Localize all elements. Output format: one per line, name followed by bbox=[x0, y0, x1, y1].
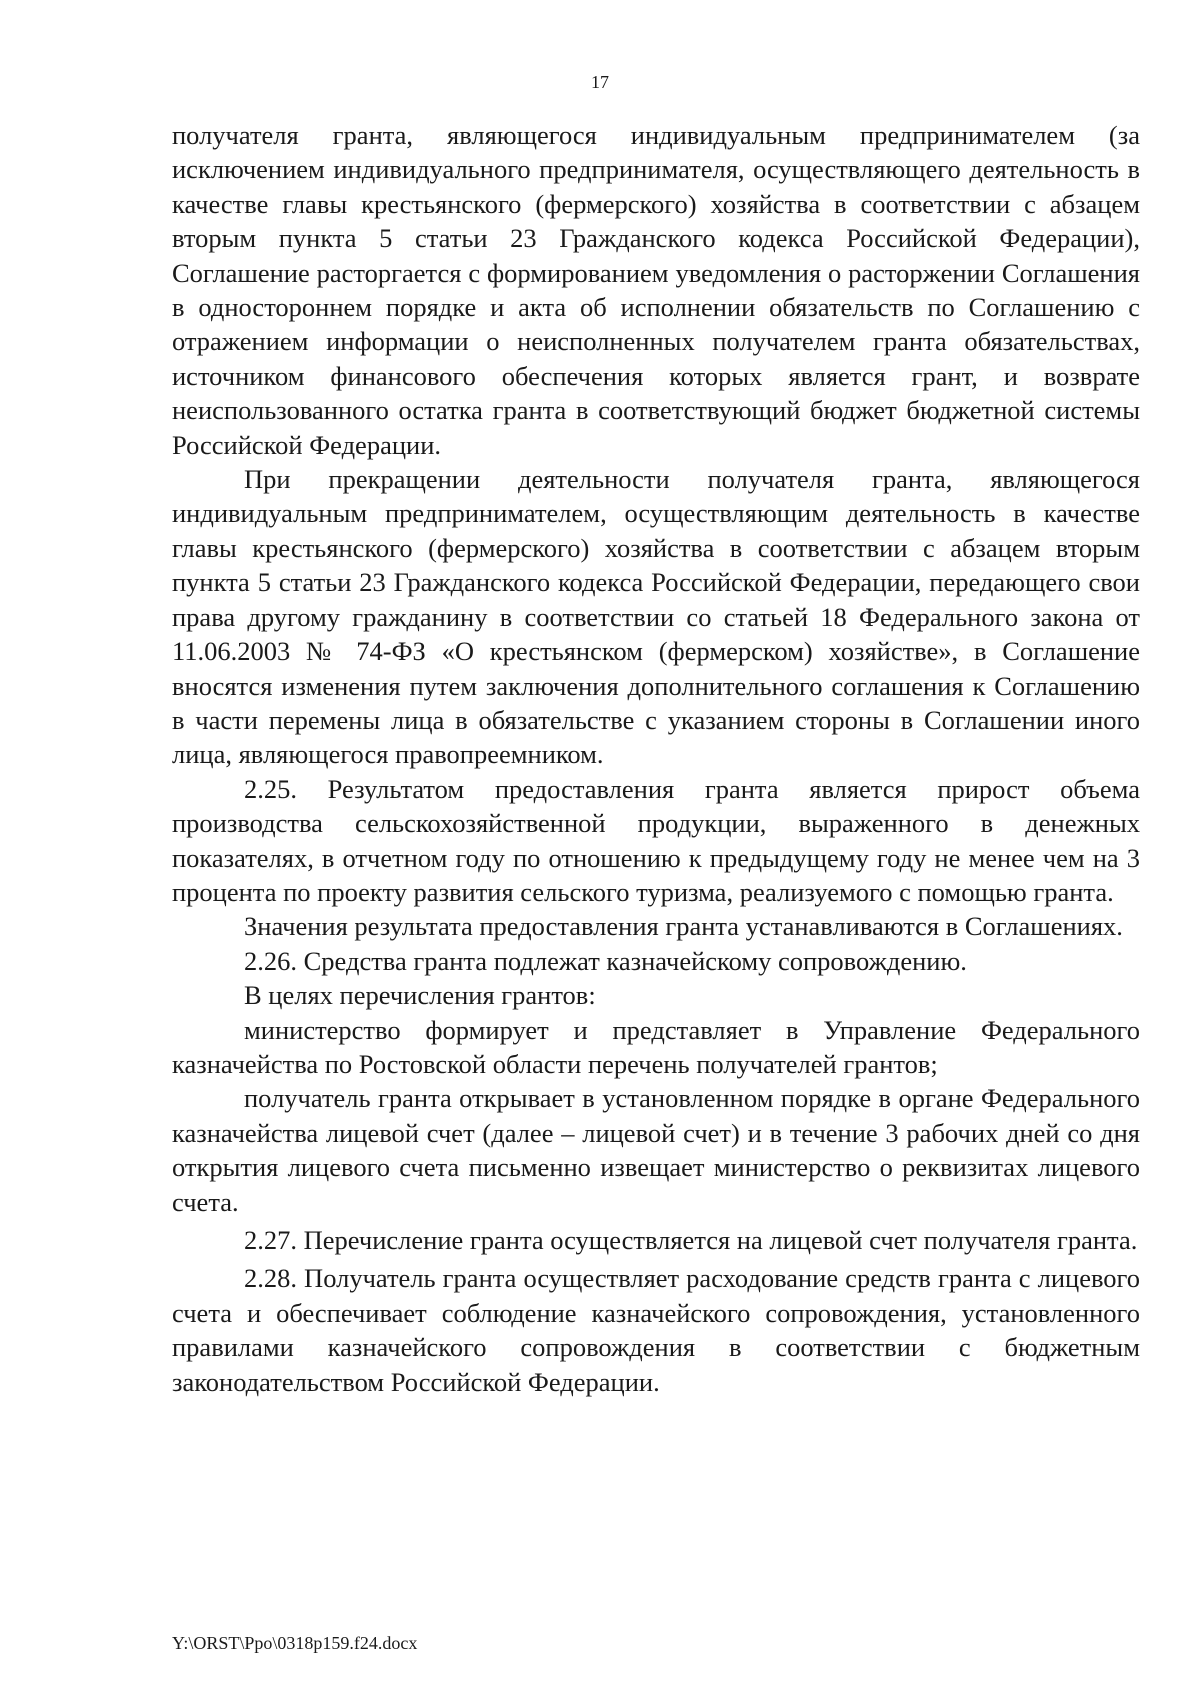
document-body bbox=[172, 118, 1140, 1399]
paragraph-recipient-account: получатель гранта открывает в установленном порядке в органе Федерального казначейства лицевой счет (далее – лицевой счет) и в течение 3 рабочих дней со дня открытия лицевого счета письменно извещает министерство о реквизитах лицевого счета. bbox=[172, 1083, 1140, 1217]
paragraph-2-27: 2.27. Перечисление гранта осуществляется на лицевой счет получателя гранта. bbox=[244, 1225, 1138, 1255]
paragraph-ministry: министерство формирует и представляет в Управление Федерального казначейства по Ростовской области перечень получателей грантов; bbox=[172, 1014, 1140, 1079]
paragraph-2-28: 2.28. Получатель гранта осуществляет расходование средств гранта с лицевого счета и обеспечивает соблюдение казначейского сопровождения, установленного правилами казначейского сопровождения в соответствии с бюджетным законодательством Российской Федерации. bbox=[172, 1263, 1140, 1397]
paragraph-result-values: Значения результата предоставления гранта устанавливаются в Соглашениях. bbox=[244, 911, 1123, 942]
paragraph-2: При прекращении деятельности получателя гранта, являющегося индивидуальным предпринимателем, осуществляющим деятельность в качестве главы крестьянского (фермерского) хозяйства в соответствии с абзацем вторым пункта 5 статьи 23 Гражданского кодекса Российской Федерации, передающего свои права другому гражданину в соответствии со статьей 18 Федерального закона от 11.06.2003 № 74-ФЗ «О крестьянском (фермерском) хозяйстве», в Соглашение вносятся изменения путем заключения дополнительного соглашения к Соглашению в части перемены лица в обязательстве с указанием стороны в Соглашении иного лица, являющегося правопреемником. bbox=[172, 464, 1140, 770]
paragraph-2-26: 2.26. Средства гранта подлежат казначейскому сопровождению. bbox=[244, 945, 967, 976]
paragraph-2-25: 2.25. Результатом предоставления гранта является прирост объема производства сельскохозяйственной продукции, выраженного в денежных показателях, в отчетном году по отношению к предыдущему году не менее чем на 3 процента по проекту развития сельского туризма, реализуемого с помощью гранта. bbox=[172, 773, 1140, 907]
footer-file-path: Y:\ORST\Ppo\0318p159.f24.docx bbox=[172, 1633, 418, 1653]
paragraph-1: получателя гранта, являющегося индивидуальным предпринимателем (за исключением индивидуального предпринимателя, осуществляющего деятельность в качестве главы крестьянского (фермерского) хозяйства в соответствии с абзацем вторым пункта 5 статьи 23 Гражданского кодекса Российской Федерации), Соглашение расторгается с формированием уведомления о расторжении Соглашения в одностороннем порядке и акта об исполнении обязательств по Соглашению с отражением информации о неисполненных получателем гранта обязательствах, источником финансового обеспечения которых является грант, и возврате неиспользованного остатка гранта в соответствующий бюджет бюджетной системы Российской Федерации. bbox=[172, 120, 1140, 460]
paragraph-transfer-purposes: В целях перечисления грантов: bbox=[244, 980, 596, 1011]
page-number: 17 bbox=[591, 72, 609, 92]
